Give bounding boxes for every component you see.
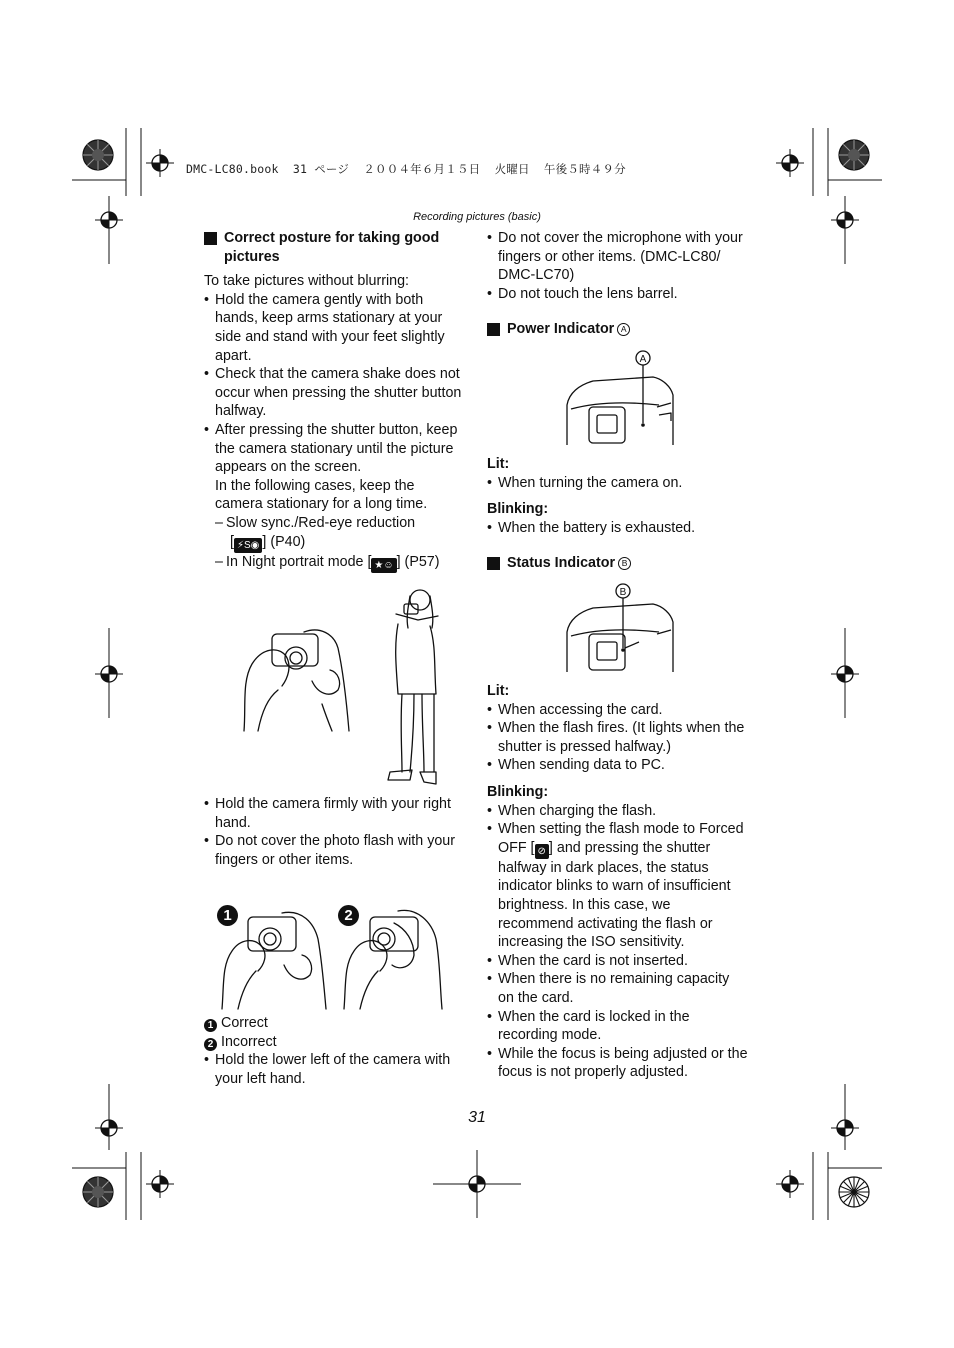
status-indicator-illustration (563, 582, 677, 674)
list-item (487, 820, 749, 952)
caption-text: Incorrect (221, 1033, 277, 1050)
list-item: • When charging the flash. (487, 802, 749, 821)
list-item (204, 421, 466, 514)
lit-label: Lit: (487, 683, 510, 699)
left-column-captions (204, 1014, 466, 1088)
right-column-top (487, 229, 749, 339)
lit-label: Lit: (487, 456, 510, 472)
list-item: • Hold the camera firmly with your right hand. (204, 795, 466, 832)
callout-label: B (619, 587, 627, 598)
list-item-continuation: In the following cases, keep the camera stationary for a long time. (215, 477, 428, 513)
list-item: • Check that the camera shake does not occur when pressing the shutter button halfway. (204, 365, 466, 421)
list-item-text: After pressing the shutter button, keep the camera stationary until the picture appears on the screen. (215, 421, 458, 476)
list-item: • When the battery is exhausted. (487, 519, 749, 538)
section-title-line2: pictures (224, 248, 280, 265)
list-item: • Hold the lower left of the camera with your left hand. (204, 1051, 466, 1088)
right-column-status-details (487, 682, 749, 1082)
list-item: • When there is no remaining capacity on the card. (487, 970, 749, 1007)
section-square-icon (204, 232, 217, 245)
list-item: • When sending data to PC. (487, 756, 749, 775)
night-portrait-icon: ★☺ (371, 558, 396, 573)
callout-label: A (639, 354, 647, 365)
list-item: • When the card is not inserted. (487, 952, 749, 971)
dash-item-ref: ] (P57) (396, 553, 440, 570)
dash-item: – Slow sync./Red-eye reduction [ ⚡S◉ ] (P40) (215, 514, 466, 553)
section-heading-posture (204, 229, 466, 266)
list-item-text: ] and pressing the shutter halfway in dark places, the status indicator blinks to warn of insufficient brightness. In this case, we recommend activating the flash or increasing the ISO sensitivity. (498, 839, 731, 951)
flash-slow-sync-redeye-icon: ⚡S◉ (234, 538, 262, 553)
section-title: Status Indicator (507, 555, 616, 572)
blinking-label: Blinking: (487, 501, 549, 518)
list-item: • Do not touch the lens barrel. (487, 285, 749, 304)
caption-text: Correct (221, 1015, 268, 1031)
list-item: • When turning the camera on. (487, 474, 749, 493)
callout-mark: B (618, 557, 631, 570)
section-heading-power (487, 320, 749, 339)
list-item: • While the focus is being adjusted or the focus is not properly adjusted. (487, 1045, 749, 1082)
left-column (204, 229, 466, 573)
number-badge-2: 2 (338, 905, 359, 926)
dash-item-ref: ] (P40) (262, 533, 306, 550)
list-item: • Do not cover the photo flash with your fingers or other items. (204, 832, 466, 869)
list-item: • When the flash fires. (It lights when the shutter is pressed halfway.) (487, 719, 749, 756)
caption-correct (204, 1014, 466, 1033)
section-heading-status (487, 554, 749, 573)
list-item: • When accessing the card. (487, 701, 749, 720)
intro-text: To take pictures without blurring: (204, 273, 410, 290)
flash-forced-off-icon: ⊘ (535, 844, 549, 859)
running-header: Recording pictures (basic) (413, 211, 541, 223)
grip-comparison-illustration (218, 905, 458, 1011)
section-square-icon (487, 323, 500, 336)
caption-incorrect (204, 1033, 466, 1052)
list-item: • Hold the camera gently with both hands, keep arms stationary at your side and stand with your feet slightly apart. (204, 291, 466, 365)
dash-item-text: Slow sync./Red-eye reduction (226, 514, 416, 531)
blinking-label: Blinking: (487, 783, 549, 800)
page-number: 31 (468, 1109, 486, 1126)
number-badge-1-small: 1 (204, 1019, 217, 1032)
posture-illustration (238, 586, 443, 791)
print-header: DMC-LC80.book 31 ページ ２００４年６月１５日 火曜日 午後５時４９分 (186, 162, 626, 176)
callout-mark: A (617, 323, 630, 336)
list-item: • When the card is locked in the recording mode. (487, 1008, 749, 1045)
power-indicator-illustration (563, 349, 677, 447)
number-badge-1: 1 (217, 905, 238, 926)
list-item: • Do not cover the microphone with your fingers or other items. (DMC-LC80/ DMC-LC70) (487, 229, 749, 285)
list-item-text: When setting the flash mode to Forced OFF [ (498, 821, 744, 856)
dash-item (215, 553, 466, 573)
section-title-line1: Correct posture for taking good (224, 230, 440, 246)
number-badge-2-small: 2 (204, 1038, 217, 1051)
left-column-lower (204, 795, 466, 869)
dash-item-text: In Night portrait mode [ (226, 553, 372, 570)
right-column-power-details (487, 455, 749, 573)
section-square-icon (487, 557, 500, 570)
section-title: Power Indicator (507, 321, 615, 338)
